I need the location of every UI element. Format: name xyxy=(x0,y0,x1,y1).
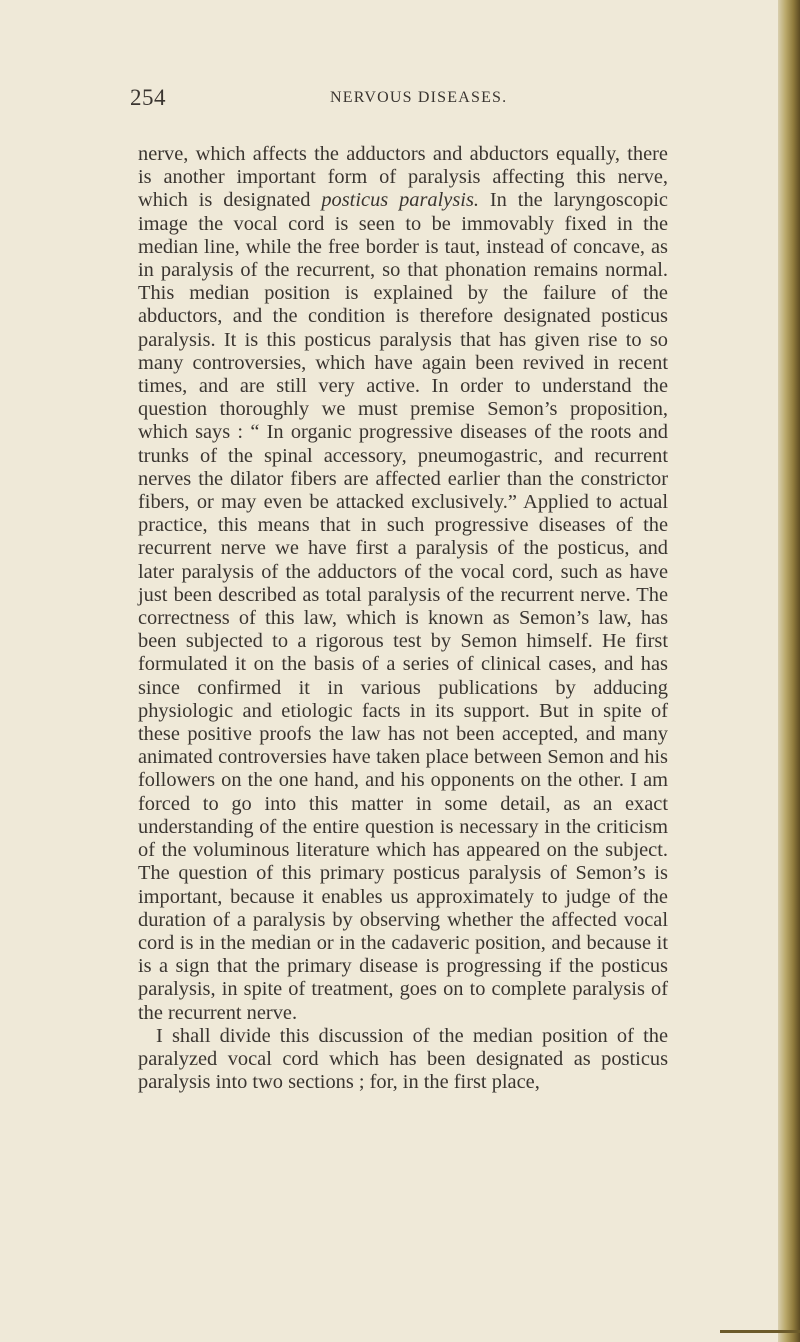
italic-term: posticus paralysis. xyxy=(321,189,479,212)
page-edge-shadow xyxy=(778,0,800,1342)
bottom-edge-line xyxy=(720,1330,800,1333)
paragraph xyxy=(138,143,668,1025)
page-number: 254 xyxy=(130,85,166,110)
text-run: nerve, which affects the adductors and abductors equally, there is another important form of paralysis affecting this nerve, which is designated xyxy=(138,143,668,212)
paragraph: I shall divide this discussion of the median position of the paralyzed vocal cord which has been designated as posticus paralysis into two sections ; for, in the first place, xyxy=(138,1024,668,1094)
page-header xyxy=(130,85,665,115)
running-head: NERVOUS DISEASES. xyxy=(330,89,508,106)
body-text xyxy=(138,143,668,1094)
text-run: In the laryngoscopic image the vocal cord is seen to be immovably fixed in the median line, while the free border is taut, instead of concave, as in paralysis of the recurrent, so that phonation remains normal. This median position is explained by the failure of the abductors, and the condition is therefore designated posticus paralysis. It is this posticus paralysis that has given rise to so many controversies, which have again been revived in recent times, and are still very active. In order to understand the question thoroughly we must premise Semon’s proposition, which says : “ In organic progressive diseases of the roots and trunks of the spinal accessory, pneumogastric, and recurrent nerves the dilator fibers are affected earlier than the constrictor fibers, or may even be attacked exclusively.” Applied to actual practice, this means that in such progressive diseases of the recurrent nerve we have first a paralysis of the posticus, and later paralysis of the adductors of the vocal cord, such as have just been described as total paralysis of the recurrent nerve. The correctness of this law, which is known as Semon’s law, has been subjected to a rigorous test by Semon himself. He first formulated it on the basis of a series of clinical cases, and has since confirmed it in various publications by adducing physiologic and etiologic facts in its support. But in spite of these positive proofs the law has not been accepted, and many animated controversies have taken place between Semon and his followers on the one hand, and his opponents on the other. I am forced to go into this matter in some detail, as an exact understanding of the entire question is necessary in the criticism of the voluminous literature which has appeared on the subject. The question of this primary posticus paralysis of Semon’s is important, because it enables us approximately to judge of the duration of a paralysis by observing whether the affected vocal cord is in the median or in the cadaveric position, and because it is a sign that the primary disease is progressing if the posticus paralysis, in spite of treatment, goes on to complete paralysis of the recurrent nerve. xyxy=(138,189,668,1024)
